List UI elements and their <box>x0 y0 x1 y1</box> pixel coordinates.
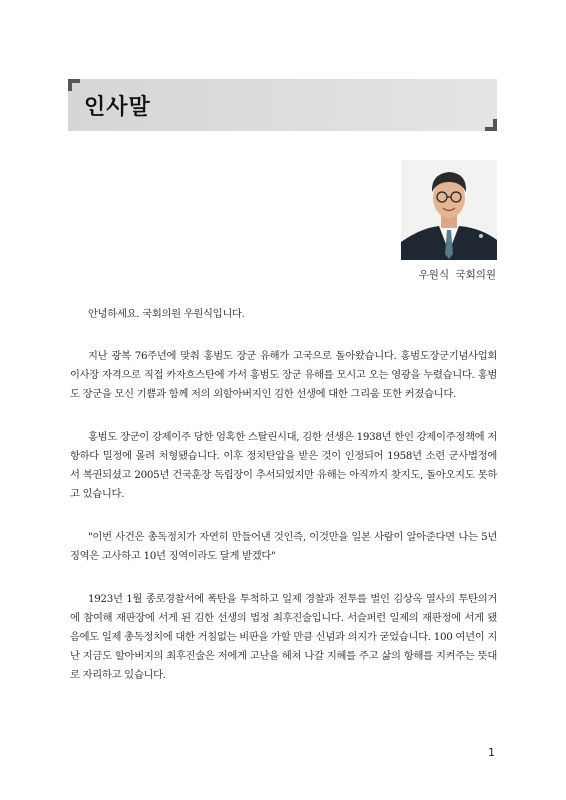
paragraph: 홍범도 장군이 강제이주 당한 엄혹한 스탈린시대, 김한 선생은 1938년 한인 강제이주정책에 저항하다 밀정에 몰려 처형됐습니다. 이후 정치탄압을 받은 것이 인정되어 1958년 소련 군사법정에서 복권되셨고 2005년 건국훈장 독립장이 추서되었지만 유해는 아직까지 찾지도, 돌아오지도 못하고 있습니다. <box>70 431 497 500</box>
person-portrait-icon <box>401 160 497 260</box>
page-number: 1 <box>488 746 495 759</box>
portrait-caption: 우원식 국회의원 <box>418 269 496 281</box>
corner-mark-bottom-right <box>485 119 497 131</box>
corner-mark-top-left <box>68 79 80 91</box>
paragraph: 지난 광복 76주년에 맞춰 홍범도 장군 유해가 고국으로 돌아왔습니다. 홍범도장군기념사업회 이사장 자격으로 직접 카자흐스탄에 가서 홍범도 장군 유해를 모시고 오는 영광을 누렸습니다. 홍범도 장군을 모신 기쁨과 함께 저의 외할아버지인 김한 선생에 대한 그리움 또한 커졌습니다. <box>70 350 497 400</box>
quote-paragraph: "이번 사건은 총독정치가 자연히 만들어낸 것인즉, 이것만을 일본 사람이 알아준다면 나는 5년 징역은 고사하고 10년 징역이라도 달게 받겠다" <box>70 531 497 562</box>
greeting-body <box>70 305 497 685</box>
portrait-photo <box>401 160 497 260</box>
page-title: 인사말 <box>84 95 151 120</box>
paragraph: 안녕하세요. 국회의원 우원식입니다. <box>88 308 245 320</box>
paragraph: 1923년 1월 종로경찰서에 폭탄을 투척하고 일제 경찰과 전투를 벌인 김상옥 열사의 투탄의거에 참여해 재판장에 서게 된 김한 선생의 법정 최후진술입니다. 서슬퍼런 일제의 재판정에 서게 됐음에도 일제 총독정치에 대한 거침없는 비판을 가할 만큼 신념과 의지가 굳었습니다. 100 여년이 지난 지금도 할아버지의 최후진술은 저에게 고난을 헤쳐 나갈 지혜를 주고 삶의 항해를 지켜주는 뜻대로 자리하고 있습니다. <box>70 593 497 681</box>
